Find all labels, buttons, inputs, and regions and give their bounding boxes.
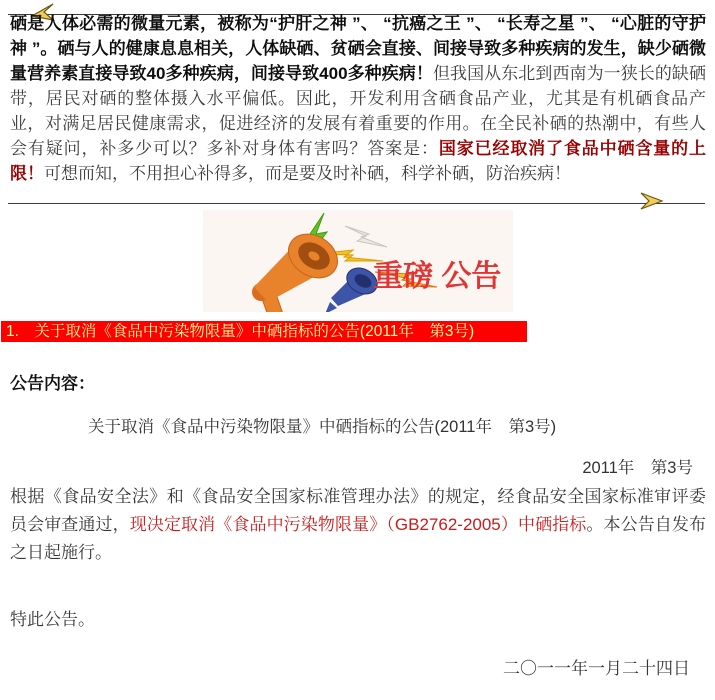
announcement-body <box>10 483 706 567</box>
issue-number: 2011年 第3号 <box>582 459 693 477</box>
megaphone-illustration <box>203 210 513 312</box>
notice-list-item-1[interactable]: 1. 关于取消《食品中污染物限量》中硒指标的公告(2011年 第3号) <box>1 321 527 342</box>
intro-highlight-text: 国家已经取消了食品中硒含量的上限！ <box>10 139 707 183</box>
banner-image <box>203 210 513 312</box>
intro-regular-text-2: 可想而知，不用担心补得多，而是要及时补硒，科学补硒，防治疾病！ <box>44 164 571 183</box>
anchor-arrow-right-icon <box>638 192 664 210</box>
body-highlight-text: 现决定取消《食品中污染物限量》（GB2762-2005）中硒指标 <box>129 515 587 534</box>
intro-bold-text: 硒是人体必需的微量元素，被称为“护肝之神 ”、 “抗癌之王 ”、 “长寿之星 ”、 “心脏的守护神 ”。硒与人的健康息息相关，人体缺硒、贫硒会直接、间接导致多种疾病的发生，缺少硒微量营养素直接导致40多种疾病，间接导致400多种疾病！ <box>10 14 706 83</box>
content-label: 公告内容： <box>10 374 95 393</box>
gray-lightning-icon <box>345 226 387 247</box>
announcement-title: 关于取消《食品中污染物限量》中硒指标的公告(2011年 第3号) <box>88 418 557 436</box>
middle-divider <box>8 203 705 204</box>
body-text-1: 根据《食品安全法》和《食品安全国家标准管理办法》的规定，经食品安全国家标准审评委员会审查通过， <box>10 487 706 534</box>
announcement-date: 二〇一一年一月二十四日 <box>503 659 690 678</box>
intro-regular-text-1: 但我国从东北到西南为一狭长的缺硒带，居民对硒的整体摄入水平偏低。因此，开发利用含硒食品产业，尤其是有机硒食品产业，对满足居民健康需求，促进经济的发展有着重要的作用。在全民补硒的热潮中，有些人会有疑问，补多少可以？多补对身体有害吗？答案是： <box>10 64 706 158</box>
closing-statement: 特此公告。 <box>10 610 95 629</box>
intro-paragraph <box>10 11 706 186</box>
banner-caption: 重磅 公告 <box>372 260 501 293</box>
orange-megaphone-icon <box>252 225 346 312</box>
banner <box>0 210 715 317</box>
body-text-2: 。本公告自发布之日起施行。 <box>10 515 707 562</box>
